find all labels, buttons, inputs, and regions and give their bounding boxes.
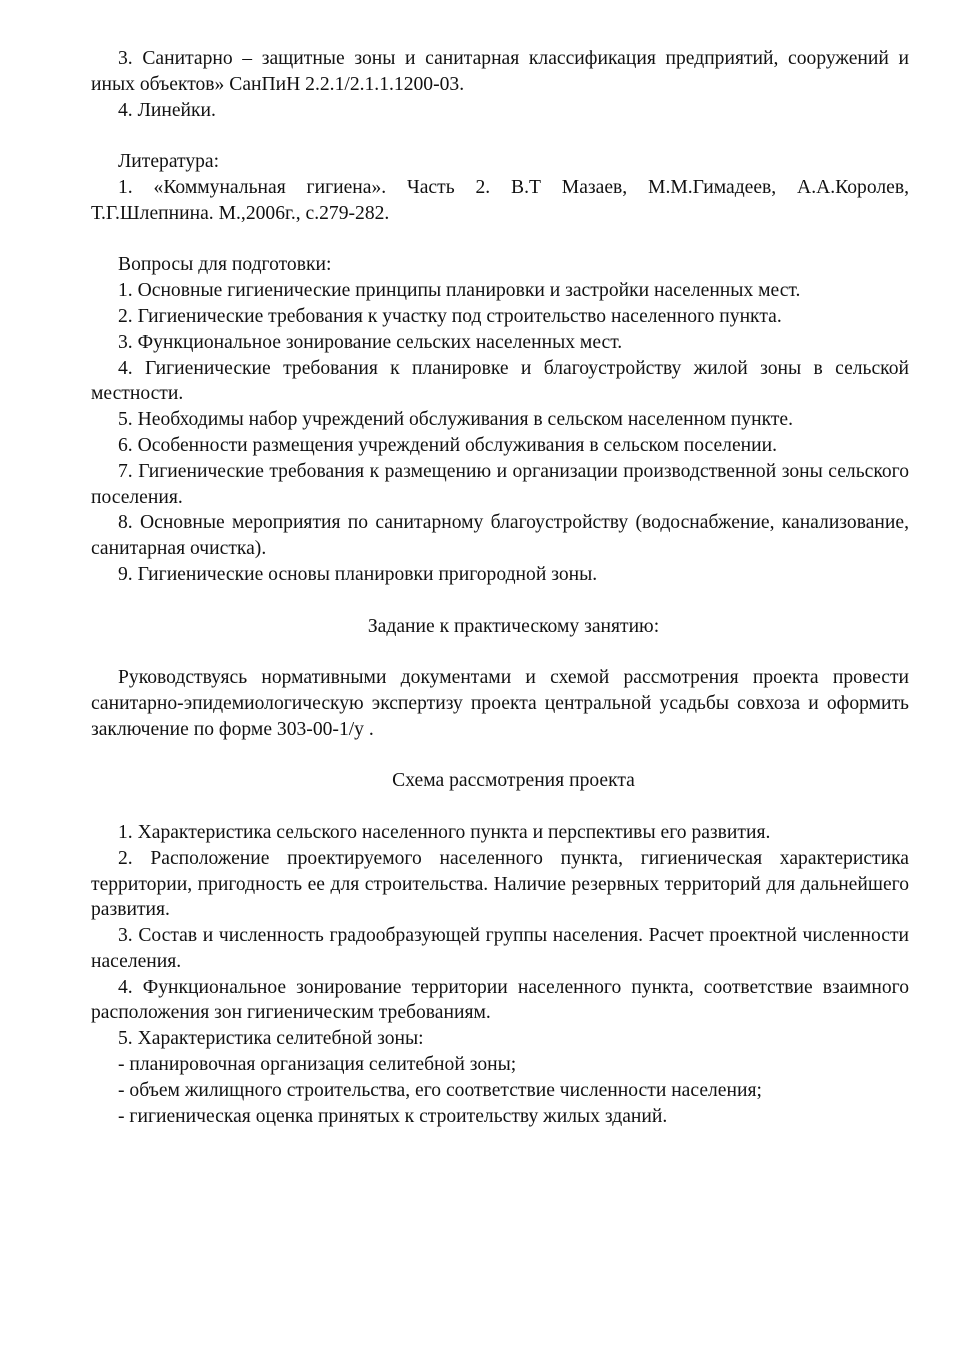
- questions-heading: Вопросы для подготовки:: [118, 254, 332, 276]
- task-text: Руководствуясь нормативными документами и схемой рассмотрения проекта провести санитарно-эпидемиологическую экспертизу проекта центральной усадьбы совхоза и оформить заключение по форме 303-00-1/у .: [91, 667, 909, 740]
- question-item-1: 1. Основные гигиенические принципы планировки и застройки населенных мест.: [118, 280, 801, 302]
- scheme-item-3: 3. Состав и численность градообразующей группы населения. Расчет проектной численности населения.: [91, 925, 909, 972]
- top-item-3: 3. Санитарно – защитные зоны и санитарная классификация предприятий, сооружений и иных объектов» СанПиН 2.2.1/2.1.1.1200-03.: [91, 48, 909, 95]
- literature-heading: Литература:: [118, 151, 220, 173]
- literature-item-1: 1. «Коммунальная гигиена». Часть 2. В.Т Мазаев, М.М.Гимадеев, А.А.Королев, Т.Г.Шлепнина. М.,2006г., с.279-282.: [91, 176, 909, 224]
- task-heading: Задание к практическому занятию:: [367, 615, 660, 637]
- scheme-item-2: 2. Расположение проектируемого населенного пункта, гигиеническая характеристика территории, пригодность ее для строительства. Наличие резервных территорий для дальнейшего развития.: [91, 847, 909, 921]
- scheme-subitem-3: - гигиеническая оценка принятых к строительству жилых зданий.: [118, 1105, 668, 1127]
- question-item-4: 4. Гигиенические требования к планировке и благоустройству жилой зоны в сельской местности.: [91, 357, 909, 405]
- scheme-subitem-1: - планировочная организация селитебной зоны;: [118, 1054, 517, 1076]
- question-item-2: 2. Гигиенические требования к участку под строительство населенного пункта.: [118, 305, 782, 327]
- spacer: [91, 639, 909, 665]
- scheme-subitem-2: - объем жилищного строительства, его соответствие численности населения;: [118, 1079, 762, 1101]
- spacer: [91, 588, 909, 614]
- scheme-item-5: 5. Характеристика селитебной зоны:: [118, 1028, 424, 1050]
- question-item-6: 6. Особенности размещения учреждений обслуживания в сельском поселении.: [118, 434, 778, 456]
- spacer: [91, 794, 909, 820]
- question-item-8: 8. Основные мероприятия по санитарному благоустройству (водоснабжение, канализование, санитарная очистка).: [91, 512, 909, 560]
- spacer: [91, 123, 909, 149]
- top-item-4: 4. Линейки.: [118, 99, 216, 121]
- document-page: [91, 46, 909, 1129]
- question-item-7: 7. Гигиенические требования к размещению и организации производственной зоны сельского поселения.: [91, 460, 909, 508]
- question-item-5: 5. Необходимы набор учреждений обслуживания в сельском населенном пункте.: [118, 409, 793, 431]
- scheme-heading: Схема рассмотрения проекта: [392, 770, 635, 792]
- scheme-item-1: 1. Характеристика сельского населенного пункта и перспективы его развития.: [118, 821, 771, 843]
- spacer: [91, 227, 909, 253]
- question-item-9: 9. Гигиенические основы планировки пригородной зоны.: [118, 563, 598, 585]
- scheme-item-4: 4. Функциональное зонирование территории населенного пункта, соответствие взаимного расположения зон гигиеническим требованиям.: [91, 976, 909, 1024]
- spacer: [91, 743, 909, 769]
- question-item-3: 3. Функциональное зонирование сельских населенных мест.: [118, 331, 623, 353]
